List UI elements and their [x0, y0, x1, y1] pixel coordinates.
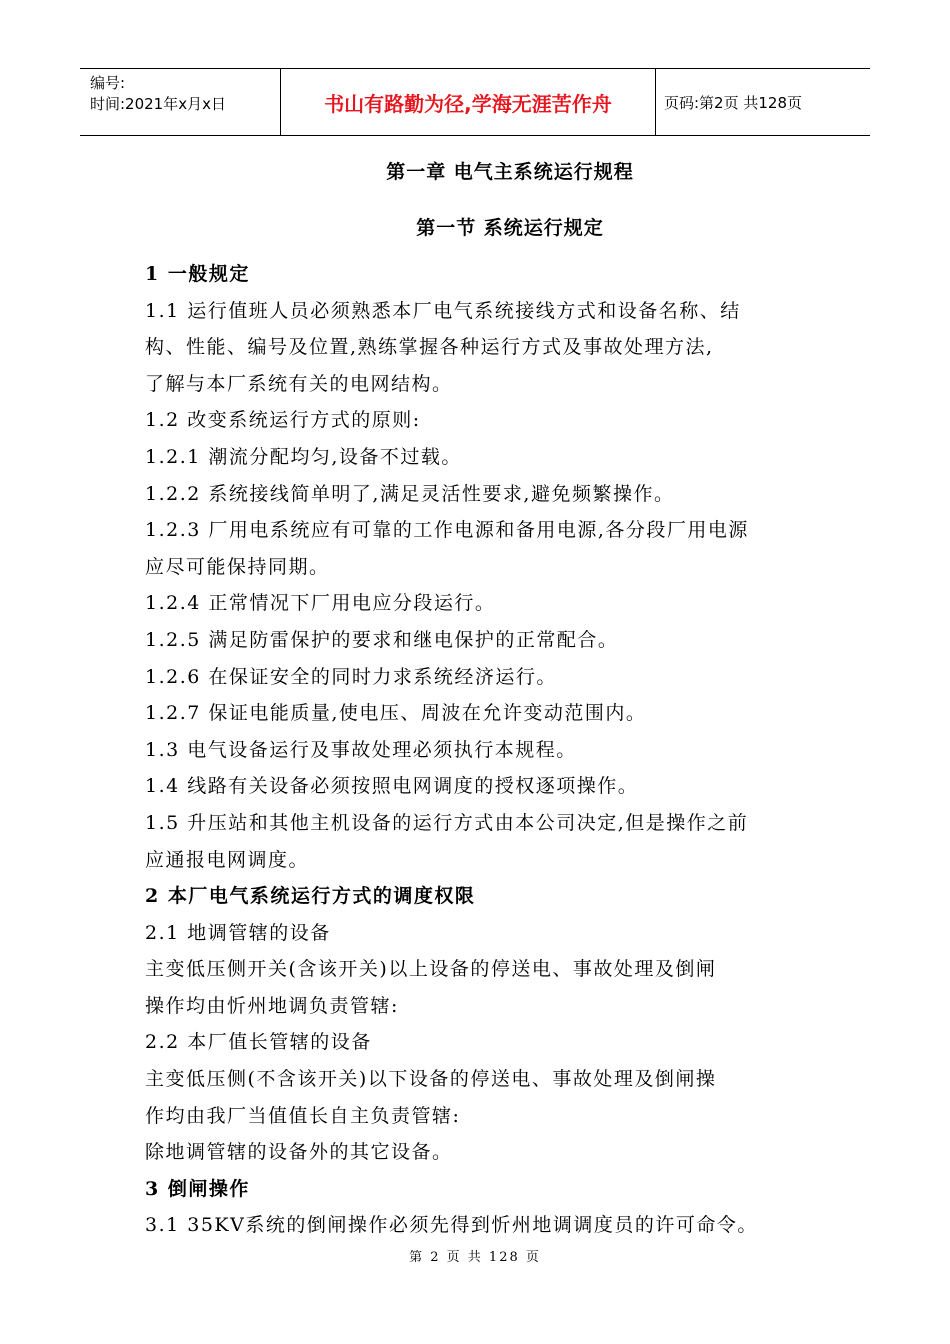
paragraph-line: 2.1 地调管辖的设备 [145, 921, 331, 944]
chapter-title: 第一章 电气主系统运行规程 [386, 161, 634, 183]
paragraph-line: 了解与本厂系统有关的电网结构。 [145, 372, 453, 395]
page-footer: 第 2 页 共 128 页 [409, 1250, 541, 1265]
paragraph-line: 1.2.4 正常情况下厂用电应分段运行。 [145, 592, 496, 615]
paragraph-line: 1.4 线路有关设备必须按照电网调度的授权逐项操作。 [145, 775, 639, 798]
paragraph-line: 主变低压侧(不含该开关)以下设备的停送电、事故处理及倒闸操 [145, 1068, 717, 1091]
paragraph-line: 2.2 本厂值长管辖的设备 [145, 1031, 372, 1054]
paragraph-line: 1.3 电气设备运行及事故处理必须执行本规程。 [145, 738, 577, 761]
paragraph-line: 应尽可能保持同期。 [145, 555, 330, 578]
paragraph-line: 3.1 35KV系统的倒闸操作必须先得到忻州地调调度员的许可命令。 [145, 1214, 758, 1237]
paragraph-line: 除地调管辖的设备外的其它设备。 [145, 1141, 453, 1164]
heading-2: 2 本厂电气系统运行方式的调度权限 [145, 885, 476, 908]
document-number-label: 编号: [90, 74, 126, 92]
paragraph-line: 1.2.7 保证电能质量,使电压、周波在允许变动范围内。 [145, 702, 647, 725]
document-time-label: 时间:2021年x月x日 [90, 95, 226, 113]
page-header [80, 68, 870, 136]
paragraph-line: 应通报电网调度。 [145, 848, 310, 871]
header-motto: 书山有路勤为径,学海无涯苦作舟 [280, 69, 656, 135]
paragraph-line: 1.2.3 厂用电系统应有可靠的工作电源和备用电源,各分段厂用电源 [145, 519, 749, 542]
header-left-cell [80, 69, 280, 135]
heading-1: 1 一般规定 [145, 263, 250, 285]
paragraph-line: 1.2.1 潮流分配均匀,设备不过载。 [145, 445, 462, 468]
paragraph-line: 操作均由忻州地调负责管辖: [145, 994, 399, 1017]
paragraph-line: 1.2.6 在保证安全的同时力求系统经济运行。 [145, 665, 557, 688]
paragraph-line: 作均由我厂当值值长自主负责管辖: [145, 1104, 461, 1127]
document-body [145, 150, 825, 1244]
paragraph-line: 1.5 升压站和其他主机设备的运行方式由本公司决定,但是操作之前 [145, 811, 749, 834]
paragraph-line: 1.2 改变系统运行方式的原则: [145, 409, 421, 432]
header-page-info: 页码:第2页 共128页 [664, 93, 802, 112]
paragraph-line: 1.2.5 满足防雷保护的要求和继电保护的正常配合。 [145, 628, 619, 651]
section-title: 第一节 系统运行规定 [416, 217, 604, 239]
heading-3: 3 倒闸操作 [145, 1177, 250, 1200]
paragraph-line: 1.2.2 系统接线简单明了,满足灵活性要求,避免频繁操作。 [145, 482, 675, 505]
paragraph-line: 1.1 运行值班人员必须熟悉本厂电气系统接线方式和设备名称、结 [145, 299, 741, 322]
paragraph-line: 构、性能、编号及位置,熟练掌握各种运行方式及事故处理方法, [145, 336, 714, 359]
paragraph-line: 主变低压侧开关(含该开关)以上设备的停送电、事故处理及倒闸 [145, 958, 717, 981]
